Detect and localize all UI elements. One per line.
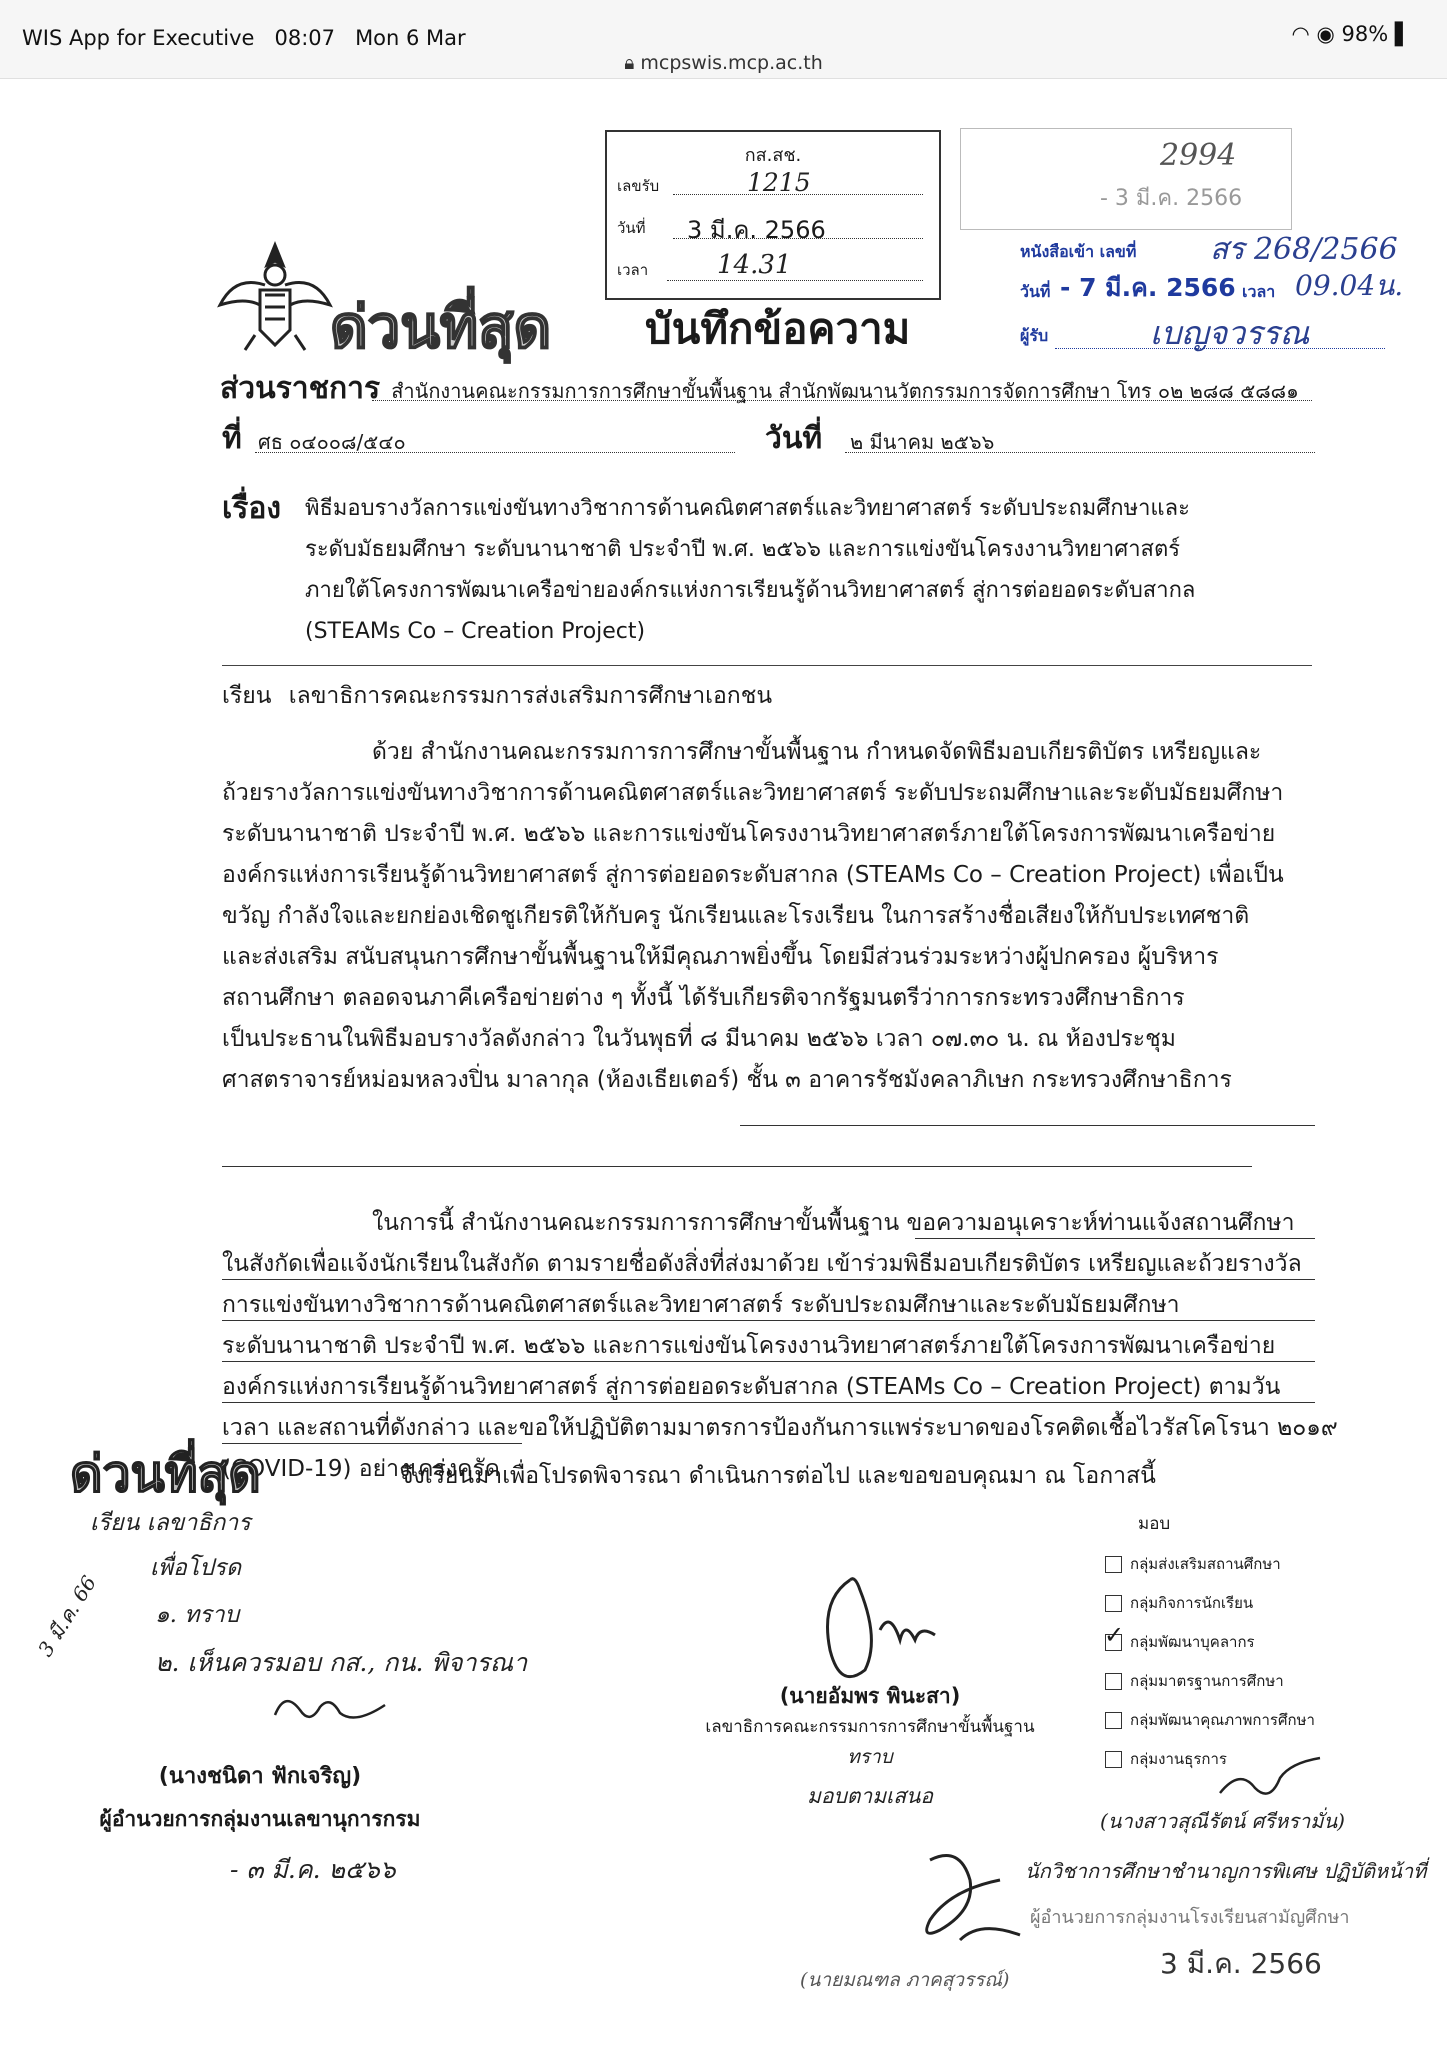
assign-item[interactable]	[1105, 1662, 1315, 1701]
status-bar	[0, 0, 1447, 79]
checkbox-checked-icon[interactable]: ✓	[1104, 1621, 1125, 1649]
assign-item-label: กลุ่มงานธุรการ	[1130, 1750, 1227, 1768]
checkbox-icon[interactable]	[1105, 1595, 1122, 1612]
signature-bottom	[900, 1840, 1040, 1964]
p1-line-2: ถ้วยรางวัลการแข่งขันทางวิชาการด้านคณิตศาสตร์และวิทยาศาสตร์ ระดับประถมศึกษาและระดับมัธยมศึกษา	[222, 780, 1284, 806]
url-text: mcpswis.mcp.ac.th	[640, 52, 823, 74]
note-line-3: ๑. ทราบ	[155, 1602, 240, 1628]
p1-line-9: ศาสตราจารย์หม่อมหลวงปิ่น มาลากุล (ห้องเธียเตอร์) ชั้น ๓ อาคารรัชมังคลาภิเษก กระทรวงศึกษาธิการ	[222, 1067, 1232, 1093]
assign-item[interactable]	[1105, 1584, 1315, 1623]
incoming-time-value: 09.04น.	[1295, 269, 1404, 302]
incoming-date-value: - 7 มี.ค. 2566	[1060, 273, 1236, 302]
to-row	[222, 678, 772, 714]
p1-underline-2	[222, 1166, 1252, 1167]
incoming-time-label: เวลา	[1242, 282, 1276, 301]
assign-signer: (นางสาวสุณีรัตน์ ศรีหรามั่น)	[1100, 1809, 1345, 1833]
receipt-org: กส.สช.	[744, 145, 802, 166]
assign-item[interactable]	[1105, 1545, 1315, 1584]
subject-line-1: พิธีมอบรางวัลการแข่งขันทางวิชาการด้านคณิตศาสตร์และวิทยาศาสตร์ ระดับประถมศึกษาและ	[305, 496, 1190, 521]
subject-line-3: ภายใต้โครงการพัฒนาเครือข่ายองค์กรแห่งการเรียนรู้ด้านวิทยาศาสตร์ สู่การต่อยอดระดับสากล	[305, 578, 1196, 603]
assign-item-label: กลุ่มพัฒนาบุคลากร	[1130, 1633, 1255, 1651]
address-bar[interactable]	[0, 52, 1447, 74]
note-line-4: ๒. เห็นควรมอบ กส., กน. พิจารณา	[155, 1648, 528, 1677]
receipt-time-value: 14.31	[717, 250, 792, 280]
assign-item-label: กลุ่มส่งเสริมสถานศึกษา	[1130, 1555, 1281, 1573]
lock-icon: 🔒︎	[624, 52, 635, 74]
p1-underline-1	[740, 1125, 1315, 1126]
ref-dotted-line	[255, 452, 735, 453]
app-name: WIS App for Executive	[22, 26, 255, 50]
status-right	[1291, 22, 1411, 46]
document-title: บันทึกข้อความ	[645, 304, 911, 353]
bottom-position-2: ผู้อำนวยการกลุ่มงานโรงเรียนสามัญศึกษา	[1030, 1907, 1350, 1928]
agency-label: ส่วนราชการ	[220, 371, 381, 406]
incoming-no-value: สร 268/2566	[1210, 232, 1398, 267]
signature-assign	[1215, 1748, 1325, 1812]
p1-line-4: องค์กรแห่งการเรียนรู้ด้านวิทยาศาสตร์ สู่การต่อยอดระดับสากล (STEAMs Co – Creation Project) เพื่อเป็น	[222, 862, 1284, 888]
p2-line-3: การแข่งขันทางวิชาการด้านคณิตศาสตร์และวิทยาศาสตร์ ระดับประถมศึกษาและระดับมัธยมศึกษา	[222, 1292, 1180, 1318]
status-app-info	[22, 26, 466, 50]
signature-left	[265, 1685, 395, 1739]
urgent-stamp: ด่วนที่สุด	[330, 293, 552, 361]
incoming-no-label: หนังสือเข้า เลขที่	[1020, 242, 1137, 261]
p2-underline-1	[915, 1238, 1315, 1239]
battery-icon: ▌	[1394, 22, 1411, 46]
document-page	[0, 80, 1447, 2048]
assign-title: มอบ	[1138, 1514, 1171, 1534]
p2-underline-3	[222, 1320, 1315, 1321]
status-time: 08:07	[274, 26, 336, 50]
p1-line-5: ขวัญ กำลังใจและยกย่องเชิดชูเกียรติให้กับครู นักเรียนและโรงเรียน ในการสร้างชื่อเสียงให้กับประเทศชาติ	[222, 903, 1250, 929]
assign-list	[1105, 1545, 1315, 1779]
receipt-no-line	[673, 194, 923, 195]
ref-value: ศธ ๐๔๐๐๘/๕๔๐	[258, 430, 406, 454]
receipt-time-label: เวลา	[617, 261, 649, 279]
bottom-name: (นายมณฑล ภาคสุวรรณ์)	[800, 1969, 1010, 1991]
p2-line-5: องค์กรแห่งการเรียนรู้ด้านวิทยาศาสตร์ สู่การต่อยอดระดับสากล (STEAMs Co – Creation Project) ตามวัน	[222, 1374, 1281, 1400]
subject-line-2: ระดับมัธยมศึกษา ระดับนานาชาติ ประจำปี พ.ศ. ๒๕๖๖ และการแข่งขันโครงงานวิทยาศาสตร์	[305, 537, 1181, 562]
closing-line: จึงเรียนมาเพื่อโปรดพิจารณา ดำเนินการต่อไป และขอขอบคุณมา ณ โอกาสนี้	[400, 1463, 1156, 1489]
p2-underline-5	[222, 1402, 1315, 1403]
ref-label: ที่	[222, 421, 242, 456]
signer-center-name: (นายอัมพร พินะสา)	[779, 1684, 961, 1708]
signer-left-name: (นางชนิดา ฟักเจริญ)	[158, 1764, 362, 1789]
p1-line-1: ด้วย สำนักงานคณะกรรมการการศึกษาขั้นพื้นฐาน กำหนดจัดพิธีมอบเกียรติบัตร เหรียญและ	[372, 739, 1262, 765]
subject-divider	[222, 665, 1312, 666]
incoming-top-date: - 3 มี.ค. 2566	[1100, 186, 1243, 211]
checkbox-icon[interactable]	[1105, 1751, 1122, 1768]
date-label: วันที่	[765, 421, 823, 456]
p1-line-7: สถานศึกษา ตลอดจนภาคีเครือข่ายต่าง ๆ ทั้งนี้ ได้รับเกียรติจากรัฐมนตรีว่าการกระทรวงศึกษาธิการ	[222, 985, 1185, 1011]
p1-line-6: และส่งเสริม สนับสนุนการศึกษาขั้นพื้นฐานให้มีคุณภาพยิ่งขึ้น โดยมีส่วนร่วมระหว่างผู้ปกครอง ผู้บริหาร	[222, 944, 1219, 970]
signer-left-position: ผู้อำนวยการกลุ่มงานเลขานุการกรม	[99, 1807, 421, 1831]
checkbox-icon[interactable]	[1105, 1673, 1122, 1690]
to-label: เรียน	[222, 683, 272, 709]
agency-row	[220, 365, 1299, 412]
side-note: 3 มี.ค. 66	[33, 1571, 102, 1661]
bottom-date-stamp: 3 มี.ค. 2566	[1160, 1947, 1322, 1980]
signer-center-position: เลขาธิการคณะกรรมการการศึกษาขั้นพื้นฐาน	[705, 1717, 1035, 1737]
bottom-position-1: นักวิชาการศึกษาชำนาญการพิเศษ ปฏิบัติหน้าที่	[1025, 1859, 1427, 1883]
garuda-emblem	[215, 235, 335, 359]
subject-label: เรื่อง	[222, 491, 282, 526]
receipt-no-value: 1215	[747, 168, 811, 197]
incoming-receiver-label: ผู้รับ	[1020, 326, 1049, 345]
to-value: เลขาธิการคณะกรรมการส่งเสริมการศึกษาเอกชน	[288, 683, 773, 709]
subject-text	[305, 488, 1315, 652]
p2-underline-4	[222, 1361, 1315, 1362]
receipt-time-line	[667, 280, 923, 281]
paragraph-2	[222, 1203, 1338, 1490]
receipt-date-line	[673, 238, 923, 239]
status-date: Mon 6 Mar	[355, 26, 466, 50]
p2-line-2: ในสังกัดเพื่อแจ้งนักเรียนในสังกัด ตามรายชื่อดังสิ่งที่ส่งมาด้วย เข้าร่วมพิธีมอบเกียรติบัตร เหรียญและถ้วยรางวัล	[222, 1251, 1302, 1277]
signer-center-note1: ทราบ	[847, 1746, 893, 1768]
note-line-2: เพื่อโปรด	[150, 1555, 242, 1581]
wifi-icon: ◠	[1291, 22, 1310, 46]
date-value: ๒ มีนาคม ๒๕๖๖	[850, 430, 995, 454]
assign-item-label: กลุ่มกิจการนักเรียน	[1130, 1594, 1254, 1612]
receipt-date-value: 3 มี.ค. 2566	[687, 216, 826, 244]
checkbox-icon[interactable]	[1105, 1556, 1122, 1573]
incoming-date-label: วันที่	[1020, 282, 1051, 301]
assign-item[interactable]	[1105, 1623, 1315, 1662]
p1-line-3: ระดับนานาชาติ ประจำปี พ.ศ. ๒๕๖๖ และการแข่งขันโครงงานวิทยาศาสตร์ภายใต้โครงการพัฒนาเครือข่าย	[222, 821, 1276, 847]
signer-center-note2: มอบตามเสนอ	[806, 1784, 934, 1808]
receipt-date-label: วันที่	[617, 219, 646, 237]
location-icon: ◉	[1316, 22, 1335, 46]
agency-dotted-line	[372, 400, 1312, 401]
assign-item-label: กลุ่มพัฒนาคุณภาพการศึกษา	[1130, 1711, 1315, 1729]
p2-line-4: ระดับนานาชาติ ประจำปี พ.ศ. ๒๕๖๖ และการแข่งขันโครงงานวิทยาศาสตร์ภายใต้โครงการพัฒนาเครือข่าย	[222, 1333, 1276, 1359]
p2-underline-2	[222, 1279, 1315, 1280]
receipt-stamp	[605, 130, 941, 300]
receipt-no-label: เลขรับ	[617, 177, 660, 195]
battery-percent: 98%	[1341, 22, 1389, 46]
p2-line-1: ในการนี้ สำนักงานคณะกรรมการการศึกษาขั้นพื้นฐาน ขอความอนุเคราะห์ท่านแจ้งสถานศึกษา	[372, 1210, 1295, 1236]
signer-left-date: - ๓ มี.ค. ๒๕๖๖	[230, 1855, 396, 1884]
subject-line-4: (STEAMs Co – Creation Project)	[305, 619, 646, 644]
note-line-1: เรียน เลขาธิการ	[90, 1510, 251, 1536]
urgent-stamp-bottom: ด่วนที่สุด	[70, 1444, 261, 1503]
p2-line-7: (COVID-19) อย่างเคร่งครัด	[222, 1456, 500, 1482]
agency-value: สำนักงานคณะกรรมการการศึกษาขั้นพื้นฐาน สำนักพัฒนานวัตกรรมการจัดการศึกษา โทร ๐๒ ๒๘๘ ๕๘๘๑	[391, 379, 1299, 403]
assign-item-label: กลุ่มมาตรฐานการศึกษา	[1130, 1672, 1284, 1690]
checkbox-icon[interactable]	[1105, 1712, 1122, 1729]
incoming-receiver-line	[1055, 348, 1385, 349]
p2-line-6: เวลา และสถานที่ดังกล่าว และขอให้ปฏิบัติตามมาตรการป้องกันการแพร่ระบาดของโรคติดเชื้อไวรัสโคโรนา ๒๐๑๙	[222, 1415, 1338, 1441]
incoming-top-number: 2994	[1160, 138, 1237, 173]
p2-underline-6	[222, 1443, 522, 1444]
date-dotted-line	[845, 452, 1315, 453]
p1-line-8: เป็นประธานในพิธีมอบรางวัลดังกล่าว ในวันพุธที่ ๘ มีนาคม ๒๕๖๖ เวลา ๐๗.๓๐ น. ณ ห้องประชุม	[222, 1026, 1176, 1052]
incoming-receiver-value: เบญจวรรณ	[1150, 314, 1310, 352]
paragraph-1	[222, 732, 1317, 1101]
assign-item[interactable]	[1105, 1701, 1315, 1740]
